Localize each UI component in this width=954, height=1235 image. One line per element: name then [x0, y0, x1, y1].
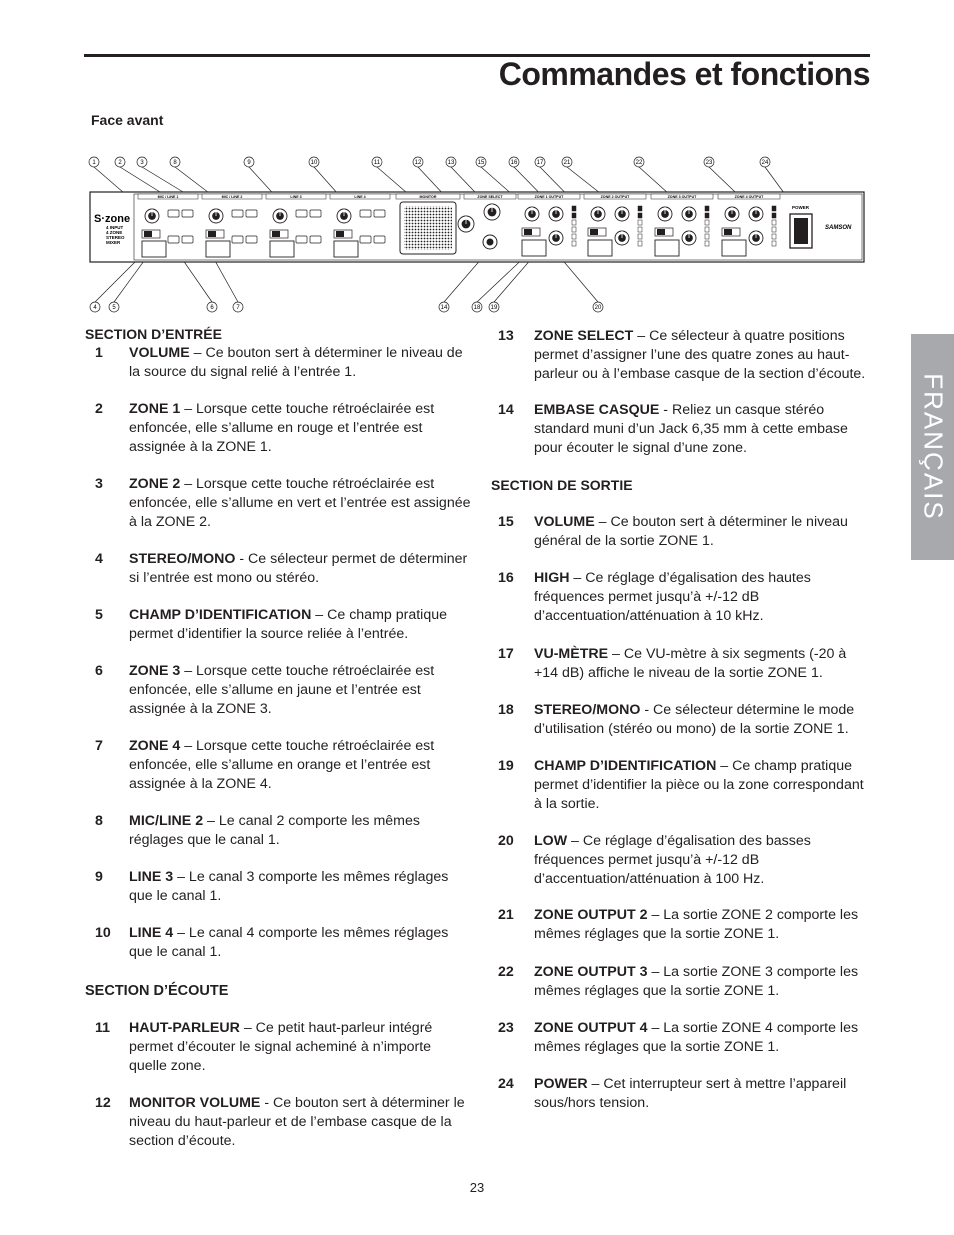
language-tab: [911, 334, 954, 560]
svg-text:8: 8: [173, 160, 177, 167]
svg-text:LINE 4: LINE 4: [354, 195, 366, 199]
item-term: ZONE 4: [129, 738, 181, 754]
item-description: – Ce bouton sert à déterminer le niveau général de la sortie ZONE 1.: [534, 514, 848, 549]
svg-text:12: 12: [414, 160, 422, 167]
svg-text:15: 15: [477, 160, 485, 167]
model-line: STEREO: [106, 235, 125, 240]
item-description: – Ce petit haut-parleur intégré permet d’écouter le signal acheminé à n’importe quelle zone.: [129, 1020, 433, 1074]
callout-24: [760, 157, 770, 167]
item-description: – Ce réglage d’égalisation des basses fréquences permet jusqu’à +/-12 dB d’accentuation/atténuation à 100 Hz.: [534, 833, 811, 887]
item-number: 21: [498, 907, 514, 923]
callout-5: [109, 302, 119, 312]
callout-1: [89, 157, 99, 167]
callout-2: [115, 157, 125, 167]
section-heading-entree: SECTION D’ENTRÉE: [85, 326, 222, 342]
svg-text:ZONE 1 OUTPUT: ZONE 1 OUTPUT: [534, 195, 564, 199]
item-term: ZONE 1: [129, 401, 181, 417]
callout-18: [472, 302, 482, 312]
svg-text:ZONE 3 OUTPUT: ZONE 3 OUTPUT: [667, 195, 697, 199]
item-description: - Ce bouton sert à déterminer le niveau du haut-parleur et de l’embase casque de la section d’écoute.: [129, 1095, 465, 1149]
item-term: ZONE 2: [129, 476, 181, 492]
item-description: – Ce bouton sert à déterminer le niveau de la source du signal relié à l’entrée 1.: [129, 345, 463, 380]
callout-7: [233, 302, 243, 312]
item-term: VU-MÈTRE: [534, 646, 609, 662]
svg-text:LINE 3: LINE 3: [290, 195, 302, 199]
item-term: ZONE SELECT: [534, 328, 634, 344]
item-term: MIC/LINE 2: [129, 813, 204, 829]
item-description: – Lorsque cette touche rétroéclairée est enfoncée, elle s’allume en orange et l’entrée est assignée à la ZONE 4.: [129, 738, 435, 792]
item-number: 4: [95, 551, 103, 567]
item-number: 18: [498, 702, 514, 718]
brand-logo-right: SAMSON: [825, 225, 852, 231]
item-number: 24: [498, 1076, 514, 1092]
item-number: 22: [498, 964, 514, 980]
item-term: MONITOR VOLUME: [129, 1095, 261, 1111]
svg-text:MIC / LINE 2: MIC / LINE 2: [221, 195, 243, 199]
item-description: – Ce réglage d’égalisation des hautes fréquences permet jusqu’à +/-12 dB d’accentuation/atténuation à 10 kHz.: [534, 570, 811, 624]
section-heading-sortie: SECTION DE SORTIE: [491, 477, 633, 493]
callout-23: [704, 157, 714, 167]
callout-4: [90, 302, 100, 312]
item-description: – Lorsque cette touche rétroéclairée est enfoncée, elle s’allume en jaune et l’entrée est assignée à la ZONE 3.: [129, 663, 435, 717]
callout-15: [476, 157, 486, 167]
svg-text:2: 2: [118, 160, 122, 167]
callout-8: [170, 157, 180, 167]
callout-20: [593, 302, 603, 312]
item-description: – Le canal 3 comporte les mêmes réglages que le canal 1.: [129, 869, 449, 904]
callout-9: [244, 157, 254, 167]
item-term: ZONE OUTPUT 2: [534, 907, 648, 923]
svg-text:20: 20: [594, 305, 602, 312]
svg-text:9: 9: [247, 160, 251, 167]
model-line: 4 INPUT: [106, 225, 124, 230]
svg-text:1: 1: [92, 160, 96, 167]
svg-text:23: 23: [705, 160, 713, 167]
item-description: – Lorsque cette touche rétroéclairée est enfoncée, elle s’allume en rouge et l’entrée est assignée à la ZONE 1.: [129, 401, 435, 455]
item-number: 9: [95, 869, 103, 885]
svg-text:7: 7: [236, 305, 240, 312]
item-description: - Ce sélecteur permet de déterminer si l’entrée est mono ou stéréo.: [129, 551, 468, 586]
svg-text:13: 13: [447, 160, 455, 167]
svg-text:19: 19: [490, 305, 498, 312]
item-term: CHAMP D’IDENTIFICATION: [129, 607, 312, 623]
svg-text:MIC / LINE 1: MIC / LINE 1: [157, 195, 179, 199]
item-term: ZONE 3: [129, 663, 181, 679]
item-term: HAUT-PARLEUR: [129, 1020, 240, 1036]
callout-22: [634, 157, 644, 167]
item-term: VOLUME: [129, 345, 190, 361]
model-line: 4 ZONE: [106, 230, 123, 235]
item-number: 15: [498, 514, 514, 530]
item-term: ZONE OUTPUT 3: [534, 964, 648, 980]
svg-text:MONITOR: MONITOR: [419, 195, 437, 199]
svg-text:14: 14: [440, 305, 448, 312]
item-description: – Ce VU-mètre à six segments (-20 à +14 dB) affiche le niveau de la sortie ZONE 1.: [534, 646, 847, 681]
callout-11: [372, 157, 382, 167]
item-term: CHAMP D’IDENTIFICATION: [534, 758, 717, 774]
svg-text:21: 21: [563, 160, 571, 167]
svg-text:11: 11: [373, 160, 381, 167]
svg-text:6: 6: [210, 305, 214, 312]
svg-text:3: 3: [140, 160, 144, 167]
section-heading-ecoute: SECTION D’ÉCOUTE: [85, 983, 229, 999]
callout-3: [137, 157, 147, 167]
callout-10: [309, 157, 319, 167]
item-number: 20: [498, 833, 514, 849]
item-description: – Cet interrupteur sert à mettre l’appareil sous/hors tension.: [534, 1076, 847, 1111]
callout-13: [446, 157, 456, 167]
section-subtitle: Face avant: [91, 112, 164, 128]
language-tab-label: FRANÇAIS: [918, 373, 948, 521]
svg-text:18: 18: [473, 305, 481, 312]
item-number: 2: [95, 401, 103, 417]
item-number: 3: [95, 476, 103, 492]
svg-text:10: 10: [310, 160, 318, 167]
svg-text:17: 17: [536, 160, 544, 167]
item-term: LOW: [534, 833, 568, 849]
callout-6: [207, 302, 217, 312]
power-label: POWER: [792, 205, 810, 210]
callouts-bottom: [90, 302, 603, 312]
item-term: STEREO/MONO: [534, 702, 641, 718]
svg-text:4: 4: [93, 305, 97, 312]
svg-text:ZONE 2 OUTPUT: ZONE 2 OUTPUT: [600, 195, 630, 199]
item-number: 11: [95, 1020, 110, 1036]
item-description: – Le canal 4 comporte les mêmes réglages que le canal 1.: [129, 925, 449, 960]
item-number: 10: [95, 925, 111, 941]
model-line: MIXER: [106, 240, 121, 245]
page-title: Commandes et fonctions: [498, 56, 870, 92]
item-term: POWER: [534, 1076, 588, 1092]
item-description: – Ce champ pratique permet d’identifier la source reliée à l’entrée.: [129, 607, 447, 642]
item-description: - Ce sélecteur détermine le mode d’utilisation (stéréo ou mono) de la sortie ZONE 1.: [534, 702, 855, 737]
callouts-top: [89, 157, 770, 167]
item-term: EMBASE CASQUE: [534, 402, 660, 418]
page-number: 23: [469, 1180, 485, 1195]
item-number: 14: [498, 402, 514, 418]
item-description: - Reliez un casque stéréo standard muni d’un Jack 6,35 mm à cette embase pour écouter le signal d’une zone.: [534, 402, 848, 456]
svg-text:ZONE SELECT: ZONE SELECT: [477, 195, 503, 199]
svg-text:5: 5: [112, 305, 116, 312]
brand-logo-left: S·zone: [94, 213, 131, 225]
callout-16: [509, 157, 519, 167]
item-description: – Lorsque cette touche rétroéclairée est enfoncée, elle s’allume en vert et l’entrée est assignée à la ZONE 2.: [129, 476, 471, 530]
item-term: HIGH: [534, 570, 570, 586]
svg-text:ZONE 4 OUTPUT: ZONE 4 OUTPUT: [734, 195, 764, 199]
item-number: 19: [498, 758, 514, 774]
item-term: LINE 3: [129, 869, 174, 885]
item-number: 8: [95, 813, 103, 829]
item-number: 6: [95, 663, 103, 679]
svg-text:16: 16: [510, 160, 518, 167]
item-number: 16: [498, 570, 514, 586]
item-number: 5: [95, 607, 103, 623]
callout-12: [413, 157, 423, 167]
svg-text:24: 24: [761, 160, 769, 167]
item-number: 17: [498, 646, 514, 662]
item-description: – Ce sélecteur à quatre positions permet d’assigner l’une des quatre zones au haut-parleur ou à l’embase casque de la section d’écoute.: [534, 328, 866, 382]
callout-19: [489, 302, 499, 312]
svg-text:22: 22: [635, 160, 643, 167]
item-number: 12: [95, 1095, 111, 1111]
item-description: – Ce champ pratique permet d’identifier la pièce ou la zone correspondant à la sortie.: [534, 758, 864, 812]
item-description: – La sortie ZONE 2 comporte les mêmes réglages que la sortie ZONE 1.: [534, 907, 859, 942]
item-number: 23: [498, 1020, 514, 1036]
front-panel-diagram: [84, 150, 870, 320]
callout-14: [439, 302, 449, 312]
item-description: – La sortie ZONE 3 comporte les mêmes réglages que la sortie ZONE 1.: [534, 964, 859, 999]
item-term: ZONE OUTPUT 4: [534, 1020, 648, 1036]
callout-21: [562, 157, 572, 167]
item-term: LINE 4: [129, 925, 174, 941]
item-number: 7: [95, 738, 103, 754]
callout-17: [535, 157, 545, 167]
item-number: 13: [498, 328, 514, 344]
item-description: – La sortie ZONE 4 comporte les mêmes réglages que la sortie ZONE 1.: [534, 1020, 859, 1055]
item-description: – Le canal 2 comporte les mêmes réglages que le canal 1.: [129, 813, 420, 848]
item-term: VOLUME: [534, 514, 595, 530]
item-term: STEREO/MONO: [129, 551, 236, 567]
item-number: 1: [95, 345, 103, 361]
